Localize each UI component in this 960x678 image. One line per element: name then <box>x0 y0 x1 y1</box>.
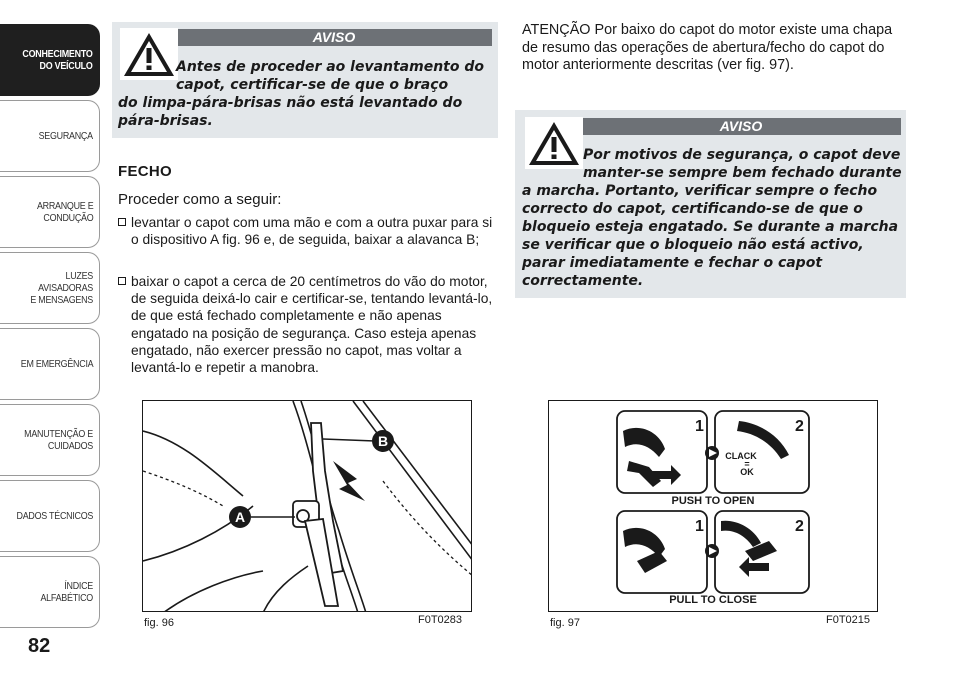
tab-label: EM EMERGÊNCIA <box>20 358 93 370</box>
tab-label: LUZES AVISADORAS E MENSAGENS <box>30 270 93 306</box>
list-item <box>118 273 498 376</box>
figure-code: F0T0215 <box>826 614 871 626</box>
section-intro: Proceder como a seguir: <box>118 191 282 208</box>
checkbox-bullet-icon <box>118 277 126 285</box>
warning-line: Por motivos de segurança, o capot deve <box>583 147 901 163</box>
tab-label: DADOS TÉCNICOS <box>16 510 93 522</box>
checkbox-bullet-icon <box>118 218 126 226</box>
figure-96-hood-latch <box>142 400 472 612</box>
warning-box <box>112 22 498 138</box>
tab-dados-tecnicos[interactable] <box>0 480 100 552</box>
step-1-label: 1 <box>695 418 704 435</box>
tab-seguranca[interactable] <box>0 100 100 172</box>
tab-arranque[interactable] <box>0 176 100 248</box>
warning-title: AVISO <box>581 118 901 135</box>
figure-97-hood-label <box>548 400 878 612</box>
warning-line: a marcha. Portanto, verificar sempre o fecho <box>522 183 878 199</box>
warning-box <box>515 110 906 298</box>
tab-manutencao[interactable] <box>0 404 100 476</box>
push-to-open-caption: PUSH TO OPEN <box>671 495 755 507</box>
warning-line: Antes de proceder ao levantamento do <box>176 59 485 75</box>
pull-to-close-caption: PULL TO CLOSE <box>669 594 757 606</box>
warning-title: AVISO <box>176 29 492 46</box>
tab-label: ARRANQUE E CONDUÇÃO <box>36 200 93 224</box>
list-item <box>118 214 498 248</box>
warning-line: correctamente. <box>522 273 644 289</box>
step-1-label: 1 <box>695 518 704 535</box>
attention-paragraph: ATENÇÃO Por baixo do capot do motor existe uma chapa de resumo das operações de abertura/fecho do capot do motor anteriormente descritas (ver fig. 97). <box>522 22 893 73</box>
figure-label: fig. 96 <box>144 617 174 629</box>
figure-code: F0T0283 <box>418 614 463 626</box>
warning-line: bloqueio esteja engatado. Se durante a marcha <box>522 219 899 235</box>
marker-b-label: B <box>377 433 389 449</box>
warning-line: se verificar que o bloqueio não está activo, <box>522 237 864 253</box>
page-number: 82 <box>28 635 51 657</box>
ok-label: OK <box>740 467 754 477</box>
warning-line: pára-brisas. <box>118 113 213 129</box>
tab-luzes[interactable] <box>0 252 100 324</box>
hood-latch-illustration <box>143 401 472 612</box>
tab-label: MANUTENÇÃO E CUIDADOS <box>24 428 93 452</box>
list-item-text: baixar o capot a cerca de 20 centímetros do vão do motor, de seguida deixá-lo cair e certificar-se, tentando levantá-lo, de que está fechado completamente e não apenas engatado na posição de segurança. Caso esteja apenas engatado, não exercer pressão no capot, mas voltar a levantá-lo e repetir a manobra. <box>131 274 493 376</box>
tab-label: CONHECIMENTO DO VEÍCULO <box>22 48 93 72</box>
tab-conhecimento[interactable] <box>0 24 100 96</box>
step-2-label: 2 <box>795 418 804 435</box>
figure-label: fig. 97 <box>550 617 580 629</box>
warning-line: manter-se sempre bem fechado durante <box>583 165 902 181</box>
warning-line: correcto do capot, certificando-se de que o <box>522 201 863 217</box>
tab-emergencia[interactable] <box>0 328 100 400</box>
warning-triangle-icon <box>120 28 178 80</box>
step-2-label: 2 <box>795 518 804 535</box>
warning-line: capot, certificar-se de que o braço <box>176 77 449 93</box>
tab-label: SEGURANÇA <box>38 130 93 142</box>
marker-a-label: A <box>234 509 246 525</box>
clack-label: CLACK <box>725 451 757 461</box>
section-heading: FECHO <box>118 163 172 180</box>
tab-indice[interactable] <box>0 556 100 628</box>
equals-label: = <box>744 459 750 469</box>
warning-triangle-icon <box>525 117 583 169</box>
tab-label: ÍNDICE ALFABÉTICO <box>40 580 93 604</box>
warning-line: do limpa-pára-brisas não está levantado do <box>118 95 463 111</box>
warning-line: parar imediatamente e fechar o capot <box>522 255 823 271</box>
list-item-text: levantar o capot com uma mão e com a outra puxar para si o dispositivo A fig. 96 e, de seguida, baixar a alavanca B; <box>131 215 493 248</box>
